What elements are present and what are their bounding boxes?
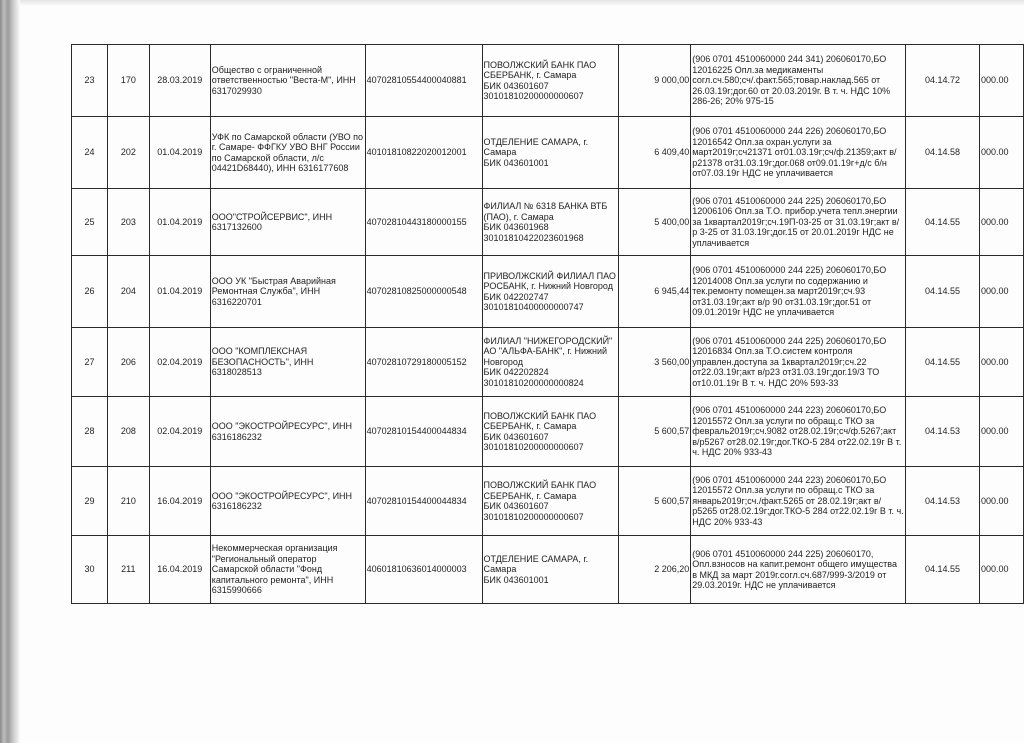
budget-code-cell [906,45,980,117]
extra-value-cell [979,117,1023,189]
extra-value-cell [979,45,1023,117]
recipient-text: ООО "ЭКОСТРОЙРЕСУРС", ИНН 6316186232 [211,490,353,511]
payment-date-cell [149,397,210,467]
amount-text: 6 945,44 [654,286,690,297]
payment-purpose-text: (906 0701 4510060000 244 225) 206060170,БО 12006106 Опл.за Т.О. прибор.учета тепл.энергии за 1квартал2019г;сч.19П-03-25 от 31.03.19г;акт в/р 3-25 от 31.03.19г;дог.15 от 20.01.2019г НДС не уплачивается [692,195,900,248]
recipient-text: Некоммерческая организация "Региональный оператор Самарской области "Фонд капитального ремонта", ИНН 6315990666 [211,543,338,596]
budget-code-cell [906,397,980,467]
row-number-cell [72,45,108,117]
budget-code-text: 04.14.55 [925,286,961,297]
budget-code-text: 04.14.72 [925,75,961,86]
account-number-cell [365,467,482,536]
budget-code-text: 04.14.53 [925,426,961,437]
table-row [72,117,1024,189]
payment-date-text: 02.04.2019 [157,356,203,367]
budget-code-cell [906,117,980,189]
row-number-text: 29 [84,495,95,506]
document-number-text: 211 [121,564,136,575]
extra-value-cell [979,189,1023,256]
account-number-cell [365,256,482,328]
account-number-cell [365,117,482,189]
document-number-cell [107,328,149,397]
payment-date-cell [149,328,210,397]
payment-date-text: 01.04.2019 [157,216,203,227]
extra-value-cell [979,328,1023,397]
recipient-text: УФК по Самарской области (УВО по г. Самаре- ФФГКУ УВО ВНГ России по Самарской области, л/с 04421D68440), ИНН 6316177608 [211,131,363,173]
document-number-cell [107,45,149,117]
extra-value-text: 000.00 [980,75,1009,86]
budget-code-text: 04.14.55 [925,216,961,227]
row-number-text: 30 [84,564,95,575]
row-number-cell [72,536,108,604]
budget-code-text: 04.14.55 [925,564,961,575]
amount-text: 9 000,00 [654,75,690,86]
recipient-bank-cell [482,45,619,117]
table-row [72,256,1024,328]
scan-edge-shadow [0,0,20,743]
payment-date-cell [149,117,210,189]
recipient-bank-text: ФИЛИАЛ № 6318 БАНКА ВТБ (ПАО), г. Самара БИК 043601968 30101810422023601968 [483,201,608,243]
recipient-bank-cell [482,117,619,189]
recipient-text: Общество с ограниченной ответственностью "Веста-М", ИНН 6317029930 [211,64,356,96]
payment-date-cell [149,189,210,256]
recipient-bank-text: ПРИВОЛЖСКИЙ ФИЛИАЛ ПАО РОСБАНК, г. Нижний Новгород БИК 042202747 30101810400000000747 [483,270,616,312]
extra-value-text: 000.00 [980,564,1009,575]
recipient-cell [210,45,365,117]
account-number-text: 40702810825000000548 [366,286,467,297]
amount-cell [619,328,691,397]
payment-register-table [71,44,1024,604]
payment-purpose-cell [691,328,906,397]
recipient-bank-text: ПОВОЛЖСКИЙ БАНК ПАО СБЕРБАНК, г. Самара БИК 043601607 30101810200000000607 [483,59,597,101]
amount-text: 5 600,57 [654,495,690,506]
document-number-cell [107,536,149,604]
payment-purpose-text: (906 0701 4510060000 244 341) 206060170,БО 12016225 Опл.за медикаменты согл.сч.580;сч/.факт.565;товар.наклад.565 от 26.03.19г;дог.60 от 20.03.2019г. В т. ч. НДС 10% 286-26; 20% 975-15 [692,54,891,107]
row-number-cell [72,328,108,397]
amount-cell [619,536,691,604]
recipient-bank-cell [482,189,619,256]
extra-value-cell [979,256,1023,328]
row-number-text: 25 [84,216,95,227]
budget-code-cell [906,189,980,256]
payment-purpose-text: (906 0701 4510060000 244 225) 206060170, Опл.взносов на капит.ремонт общего имущества в МКД за март 2019г.согл.сч.687/999-3/2019 от 29.03.2019г. НДС не уплачивается [692,548,897,590]
recipient-text: ООО "КОМПЛЕКСНАЯ БЕЗОПАСНОСТЬ", ИНН 6318028513 [211,346,314,378]
recipient-bank-text: ПОВОЛЖСКИЙ БАНК ПАО СБЕРБАНК, г. Самара БИК 043601607 30101810200000000607 [483,410,597,452]
table-row [72,328,1024,397]
recipient-bank-text: ОТДЕЛЕНИЕ САМАРА, г. Самара БИК 043601001 [483,136,589,168]
row-number-text: 27 [84,356,95,367]
row-number-cell [72,397,108,467]
budget-code-text: 04.14.55 [925,356,961,367]
recipient-bank-cell [482,328,619,397]
payment-date-text: 16.04.2019 [157,564,203,575]
extra-value-text: 000.00 [980,356,1009,367]
document-number-text: 203 [120,216,136,227]
budget-code-text: 04.14.53 [925,495,961,506]
document-number-cell [107,189,149,256]
amount-text: 5 400,00 [654,216,690,227]
document-number-cell [107,117,149,189]
table-row [72,397,1024,467]
account-number-text: 40702810443180000155 [366,216,467,227]
recipient-cell [210,536,365,604]
payment-date-text: 01.04.2019 [157,147,203,158]
payment-purpose-cell [691,467,906,536]
budget-code-cell [906,328,980,397]
extra-value-text: 000.00 [980,286,1009,297]
document-number-text: 202 [120,147,136,158]
payment-date-text: 28.03.2019 [157,75,203,86]
account-number-cell [365,397,482,467]
document-number-cell [107,467,149,536]
budget-code-cell [906,536,980,604]
recipient-text: ООО "ЭКОСТРОЙРЕСУРС", ИНН 6316186232 [211,421,353,442]
row-number-cell [72,117,108,189]
document-number-text: 208 [120,426,136,437]
payment-purpose-cell [691,397,906,467]
account-number-cell [365,328,482,397]
table-row [72,536,1024,604]
extra-value-text: 000.00 [980,216,1009,227]
account-number-cell [365,189,482,256]
payment-purpose-text: (906 0701 4510060000 244 223) 206060170,БО 12015572 Опл.за услуги по обращ.с ТКО за февраль2019г;сч.9082 от28.02.19г;сч/ф.5267;акт в/р5267 от28.02.19г;дог.ТКО-5 284 от22.02.19г В т. ч. НДС 20% 933-43 [692,405,902,458]
recipient-text: ООО УК "Быстрая Аварийная Ремонтная Служба", ИНН 6316220701 [211,275,336,307]
payment-purpose-cell [691,256,906,328]
payment-purpose-cell [691,45,906,117]
amount-text: 2 206,20 [654,564,690,575]
account-number-text: 40702810554400040881 [366,75,467,86]
table-row [72,45,1024,117]
budget-code-cell [906,256,980,328]
amount-cell [619,467,691,536]
recipient-bank-cell [482,397,619,467]
recipient-text: ООО"СТРОЙСЕРВИС", ИНН 6317132600 [211,211,333,232]
extra-value-text: 000.00 [980,426,1009,437]
payment-purpose-text: (906 0701 4510060000 244 225) 206060170,БО 12016834 Опл.за Т.О.систем контроля управлен.доступа за 1квартал2019г;сч.22 от22.03.19г;акт в/р23 от31.03.19г;дог.19/3 ТО от10.01.19г В т. ч. НДС 20% 593-33 [692,335,887,388]
document-number-text: 170 [120,75,136,86]
recipient-cell [210,467,365,536]
recipient-cell [210,256,365,328]
extra-value-text: 000.00 [980,495,1009,506]
row-number-text: 24 [84,147,95,158]
payment-date-text: 01.04.2019 [157,286,203,297]
payment-purpose-text: (906 0701 4510060000 244 226) 206060170,БО 12016542 Опл.за охран.услуги за март2019г;сч21371 от01.03.19г;сч/ф.21359;акт в/р21378 от31.03.19г;дог.068 от09.01.19г+д/с б/н от07.03.19г НДС не уплачивается [692,126,897,179]
table-row [72,189,1024,256]
document-number-cell [107,397,149,467]
extra-value-cell [979,467,1023,536]
account-number-text: 40702810154400044834 [366,495,467,506]
recipient-cell [210,117,365,189]
document-number-cell [107,256,149,328]
recipient-bank-text: ОТДЕЛЕНИЕ САМАРА, г. Самара БИК 043601001 [483,553,589,585]
extra-value-text: 000.00 [980,147,1009,158]
scan-top-shadow [20,0,1024,6]
row-number-cell [72,256,108,328]
row-number-cell [72,467,108,536]
row-number-cell [72,189,108,256]
amount-text: 6 409,40 [654,147,690,158]
payment-date-cell [149,467,210,536]
account-number-cell [365,536,482,604]
document-number-text: 204 [120,286,136,297]
recipient-cell [210,397,365,467]
account-number-cell [365,45,482,117]
amount-cell [619,256,691,328]
table-body [72,45,1024,604]
account-number-text: 40101810822020012001 [366,147,467,158]
recipient-cell [210,328,365,397]
amount-cell [619,45,691,117]
recipient-cell [210,189,365,256]
amount-text: 3 560,00 [654,356,690,367]
payment-purpose-cell [691,189,906,256]
budget-code-text: 04.14.58 [925,147,961,158]
budget-code-cell [906,467,980,536]
row-number-text: 23 [84,75,95,86]
payment-date-text: 02.04.2019 [157,426,203,437]
payment-date-cell [149,45,210,117]
recipient-bank-text: ФИЛИАЛ "НИЖЕГОРОДСКИЙ" АО "АЛЬФА-БАНК", г. Нижний Новгород БИК 042202824 30101810200000000824 [483,335,613,388]
payment-date-cell [149,256,210,328]
recipient-bank-cell [482,536,619,604]
amount-cell [619,397,691,467]
account-number-text: 40601810636014000003 [366,564,467,575]
amount-cell [619,189,691,256]
account-number-text: 40702810154400044834 [366,426,467,437]
amount-cell [619,117,691,189]
extra-value-cell [979,536,1023,604]
document-number-text: 206 [120,356,136,367]
payment-purpose-text: (906 0701 4510060000 244 225) 206060170,БО 12014008 Опл.за услуги по содержанию и тек.ремонту помещен.за март2019г;сч.93 от31.03.19г;акт в/р 90 от31.03.19г;дог.51 от 09.01.2019г НДС не уплачивается [692,265,887,318]
row-number-text: 26 [84,286,95,297]
document-number-text: 210 [120,495,136,506]
account-number-text: 40702810729180005152 [366,356,467,367]
payment-purpose-text: (906 0701 4510060000 244 223) 206060170,БО 12015572 Опл.за услуги по обращ.с ТКО за январь2019г;сч./факт.5265 от 28.02.19г;акт в/р5265 от28.02.19г;дог.ТКО-5 284 от22.02.19г В т. ч. НДС 20% 933-43 [692,474,904,527]
row-number-text: 28 [84,426,95,437]
payment-date-text: 16.04.2019 [157,495,203,506]
extra-value-cell [979,397,1023,467]
table-row [72,467,1024,536]
recipient-bank-text: ПОВОЛЖСКИЙ БАНК ПАО СБЕРБАНК, г. Самара БИК 043601607 30101810200000000607 [483,480,597,522]
payment-purpose-cell [691,536,906,604]
payment-date-cell [149,536,210,604]
payment-purpose-cell [691,117,906,189]
recipient-bank-cell [482,467,619,536]
amount-text: 5 600,57 [654,426,690,437]
recipient-bank-cell [482,256,619,328]
